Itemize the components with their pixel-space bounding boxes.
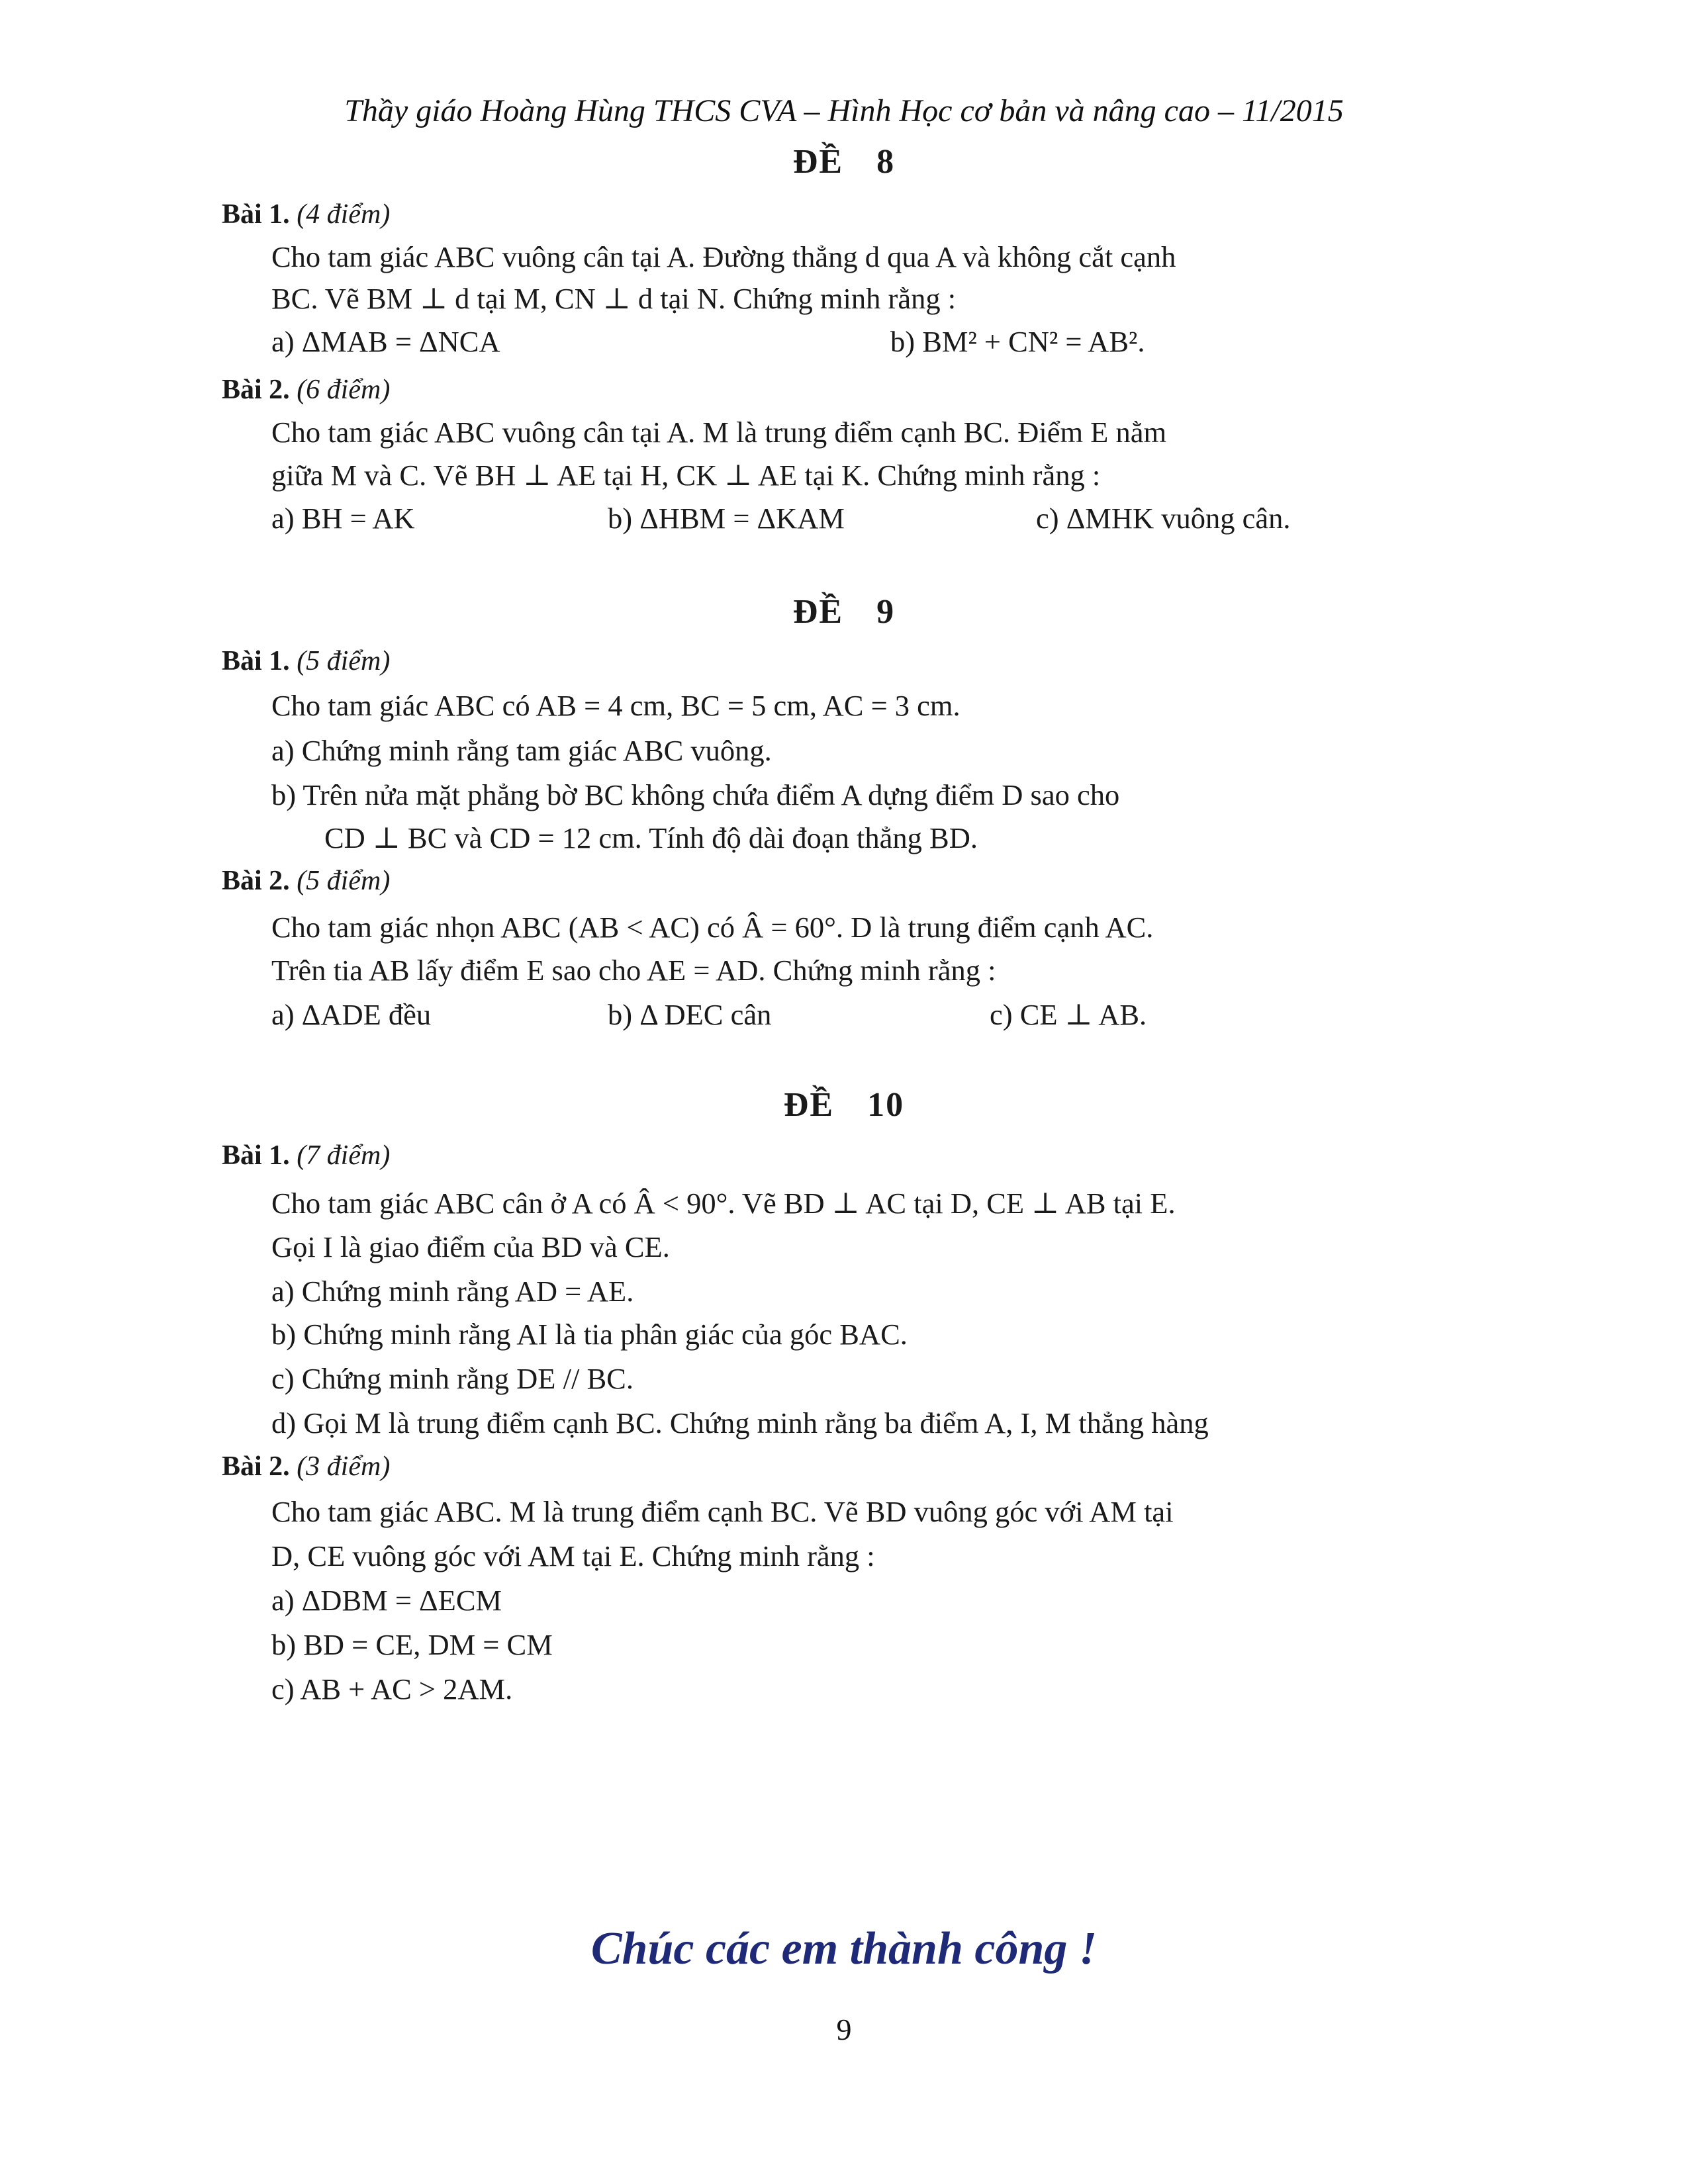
problem-heading	[222, 1140, 390, 1171]
exam-number: 10	[867, 1086, 905, 1124]
exam-number: 8	[876, 143, 896, 181]
problem-text-line: b) BD = CE, DM = CM	[271, 1628, 553, 1661]
problem-text-line: Cho tam giác ABC cân ở A có Â < 90°. Vẽ BD ⊥ AC tại D, CE ⊥ AB tại E.	[271, 1187, 1176, 1220]
problem-part-c: c) CE ⊥ AB.	[990, 998, 1147, 1031]
problem-text-line: Cho tam giác ABC. M là trung điểm cạnh BC. Vẽ BD vuông góc với AM tại	[271, 1495, 1174, 1528]
problem-points: (7 điểm)	[297, 1140, 391, 1171]
problem-part-b: b) ΔHBM = ΔKAM	[608, 502, 845, 535]
problem-text-line: b) Chứng minh rằng AI là tia phân giác của góc BAC.	[271, 1318, 908, 1351]
problem-label: Bài 1.	[222, 646, 290, 676]
problem-label: Bài 2.	[222, 375, 290, 405]
problem-label: Bài 1.	[222, 199, 290, 230]
problem-points: (4 điểm)	[297, 199, 391, 230]
page-number: 9	[836, 2013, 852, 2046]
exam-word: ĐỀ	[792, 143, 844, 181]
exam-title-10	[0, 1085, 1688, 1124]
problem-part-c: c) ΔMHK vuông cân.	[1036, 502, 1291, 535]
problem-text-line: c) AB + AC > 2AM.	[271, 1672, 513, 1706]
exam-word: ĐỀ	[783, 1086, 835, 1124]
problem-heading	[222, 1451, 390, 1482]
problem-text-line: Trên tia AB lấy điểm E sao cho AE = AD. Chứng minh rằng :	[271, 954, 996, 987]
problem-text-line: giữa M và C. Vẽ BH ⊥ AE tại H, CK ⊥ AE tại K. Chứng minh rằng :	[271, 459, 1101, 492]
problem-points: (6 điểm)	[297, 375, 391, 405]
exam-title-8	[0, 142, 1688, 181]
problem-text-line: a) Chứng minh rằng tam giác ABC vuông.	[271, 734, 772, 767]
problem-text-line: BC. Vẽ BM ⊥ d tại M, CN ⊥ d tại N. Chứng minh rằng :	[271, 282, 957, 315]
problem-text-line: b) Trên nửa mặt phẳng bờ BC không chứa điểm A dựng điểm D sao cho	[271, 778, 1120, 811]
problem-text-line: Cho tam giác ABC có AB = 4 cm, BC = 5 cm, AC = 3 cm.	[271, 689, 961, 722]
closing-message: Chúc các em thành công !	[590, 1923, 1098, 1974]
exam-number: 9	[876, 593, 896, 631]
problem-part-b: b) Δ DEC cân	[608, 998, 772, 1031]
problem-part-b: b) BM² + CN² = AB².	[890, 325, 1145, 358]
problem-text-line: Gọi I là giao điểm của BD và CE.	[271, 1230, 670, 1263]
page-header: Thầy giáo Hoàng Hùng THCS CVA – Hình Học cơ bản và nâng cao – 11/2015	[344, 93, 1344, 128]
problem-part-a: a) ΔMAB = ΔNCA	[271, 325, 500, 358]
problem-label: Bài 2.	[222, 866, 290, 896]
problem-text-line: Cho tam giác ABC vuông cân tại A. M là trung điểm cạnh BC. Điểm E nằm	[271, 416, 1167, 449]
problem-text-line: D, CE vuông góc với AM tại E. Chứng minh rằng :	[271, 1539, 875, 1572]
problem-text-line: CD ⊥ BC và CD = 12 cm. Tính độ dài đoạn thẳng BD.	[324, 821, 978, 854]
problem-points: (5 điểm)	[297, 866, 391, 896]
problem-heading	[222, 374, 390, 406]
problem-heading	[222, 865, 390, 897]
problem-text-line: Cho tam giác nhọn ABC (AB < AC) có Â = 60°. D là trung điểm cạnh AC.	[271, 911, 1154, 944]
exam-word: ĐỀ	[792, 593, 844, 631]
problem-heading	[222, 199, 390, 230]
exam-title-9	[0, 592, 1688, 631]
problem-label: Bài 1.	[222, 1140, 290, 1171]
problem-text-line: a) Chứng minh rằng AD = AE.	[271, 1275, 634, 1308]
problem-heading	[222, 645, 390, 677]
problem-part-a: a) ΔADE đều	[271, 998, 432, 1031]
problem-text-line: c) Chứng minh rằng DE // BC.	[271, 1362, 633, 1395]
problem-text-line: Cho tam giác ABC vuông cân tại A. Đường thẳng d qua A và không cắt cạnh	[271, 240, 1176, 273]
problem-part-a: a) BH = AK	[271, 502, 415, 535]
problem-points: (5 điểm)	[297, 646, 391, 676]
problem-points: (3 điểm)	[297, 1451, 391, 1482]
problem-text-line: d) Gọi M là trung điểm cạnh BC. Chứng minh rằng ba điểm A, I, M thẳng hàng	[271, 1406, 1209, 1439]
problem-text-line: a) ΔDBM = ΔECM	[271, 1584, 502, 1617]
problem-label: Bài 2.	[222, 1451, 290, 1482]
